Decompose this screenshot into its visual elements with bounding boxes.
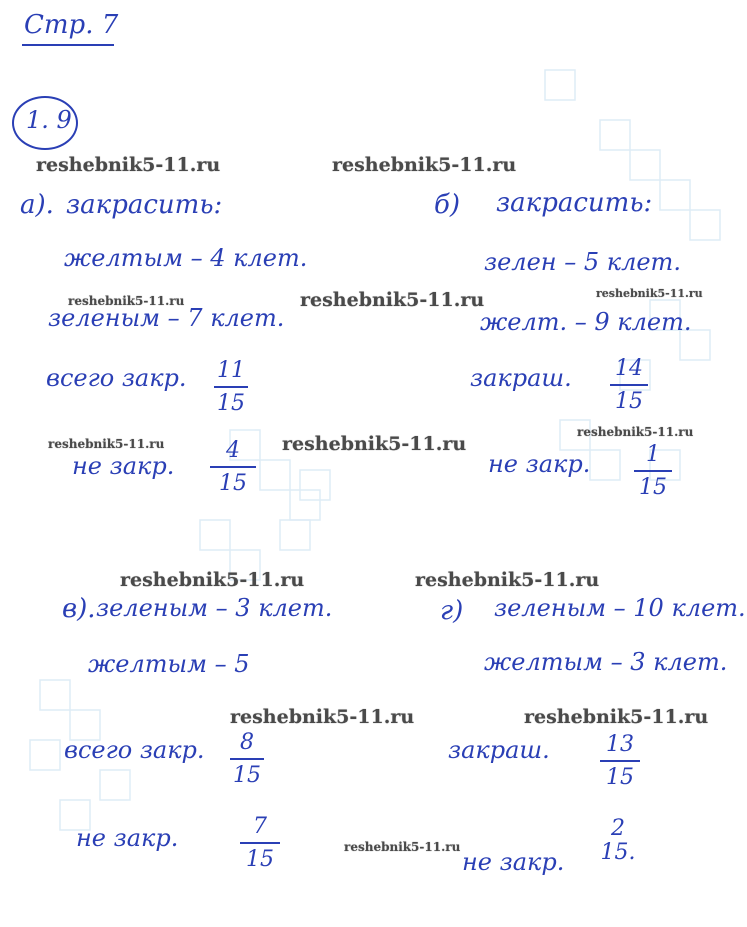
- section-b-title: закрасить:: [496, 188, 653, 218]
- section-c-line2: желтым – 5: [88, 650, 250, 678]
- watermark: reshebnik5-11.ru: [48, 437, 165, 451]
- watermark: reshebnik5-11.ru: [300, 289, 485, 311]
- fraction-denominator: 15: [639, 475, 667, 500]
- section-a-total-label: всего закр.: [46, 364, 187, 392]
- section-a-title: закрасить:: [66, 190, 223, 220]
- watermark: reshebnik5-11.ru: [282, 433, 467, 455]
- fraction-numerator: 11: [217, 358, 245, 383]
- fraction-bar: [240, 842, 280, 844]
- fraction-bar: [610, 384, 648, 386]
- section-a-letter: а).: [20, 190, 54, 220]
- section-d-total-fraction: [600, 734, 640, 789]
- watermark: reshebnik5-11.ru: [344, 840, 461, 854]
- fraction-bar: [230, 758, 264, 760]
- fraction-numerator: 7: [253, 814, 267, 839]
- section-b-not-label: не закр.: [488, 450, 591, 478]
- section-b-line1: зелен – 5 клет.: [484, 248, 681, 276]
- section-c-total-label: всего закр.: [64, 736, 205, 764]
- watermark: reshebnik5-11.ru: [332, 154, 517, 176]
- watermark: reshebnik5-11.ru: [230, 706, 415, 728]
- watermark: reshebnik5-11.ru: [577, 425, 694, 439]
- fraction-numerator: 2: [611, 816, 625, 841]
- section-b-not-fraction: [634, 444, 672, 499]
- watermark: reshebnik5-11.ru: [596, 287, 703, 300]
- section-c-total-fraction: [230, 732, 264, 787]
- section-d-not-label: не закр.: [462, 848, 565, 876]
- fraction-bar: [634, 470, 672, 472]
- section-c-line1: зеленым – 3 клет.: [96, 594, 333, 622]
- watermark: reshebnik5-11.ru: [415, 569, 600, 591]
- section-d-total-label: закраш.: [448, 736, 550, 764]
- fraction-denominator: 15: [219, 471, 247, 496]
- fraction-numerator: 14: [615, 356, 643, 381]
- section-a-not-fraction: [210, 440, 256, 495]
- fraction-denominator: 15: [606, 765, 634, 790]
- section-a-line1: желтым – 4 клет.: [64, 244, 308, 272]
- problem-number: 1. 9: [26, 106, 72, 134]
- section-a-not-label: не закр.: [72, 452, 175, 480]
- fraction-denominator: 15: [233, 763, 261, 788]
- fraction-numerator: 13: [606, 732, 634, 757]
- watermark: reshebnik5-11.ru: [36, 154, 221, 176]
- watermark: reshebnik5-11.ru: [68, 294, 185, 308]
- section-b-line2: желт. – 9 клет.: [480, 308, 692, 336]
- section-b-letter: б): [434, 190, 461, 220]
- fraction-bar: [210, 466, 256, 468]
- section-d-not-fraction: [598, 818, 638, 864]
- section-d-line2: желтым – 3 клет.: [484, 648, 728, 676]
- watermark: reshebnik5-11.ru: [524, 706, 709, 728]
- fraction-bar: [600, 760, 640, 762]
- fraction-denominator: 15: [615, 389, 643, 414]
- section-c-not-fraction: [240, 816, 280, 871]
- fraction-numerator: 1: [646, 442, 660, 467]
- section-a-line2: зеленым – 7 клет.: [48, 304, 285, 332]
- fraction-numerator: 8: [240, 730, 254, 755]
- fraction-bar: [214, 386, 248, 388]
- section-b-total-label: закраш.: [470, 364, 572, 392]
- page-label: Стр. 7: [24, 10, 119, 40]
- section-d-letter: г): [440, 596, 464, 626]
- fraction-denominator: 15: [217, 391, 245, 416]
- watermark: reshebnik5-11.ru: [120, 569, 305, 591]
- fraction-denominator: 15.: [600, 840, 636, 865]
- section-c-letter: в).: [62, 594, 96, 624]
- fraction-denominator: 15: [246, 847, 274, 872]
- fraction-numerator: 4: [226, 438, 240, 463]
- section-b-total-fraction: [610, 358, 648, 413]
- page-label-underline: [22, 44, 114, 46]
- section-c-not-label: не закр.: [76, 824, 179, 852]
- section-d-line1: зеленым – 10 клет.: [494, 594, 746, 622]
- section-a-total-fraction: [214, 360, 248, 415]
